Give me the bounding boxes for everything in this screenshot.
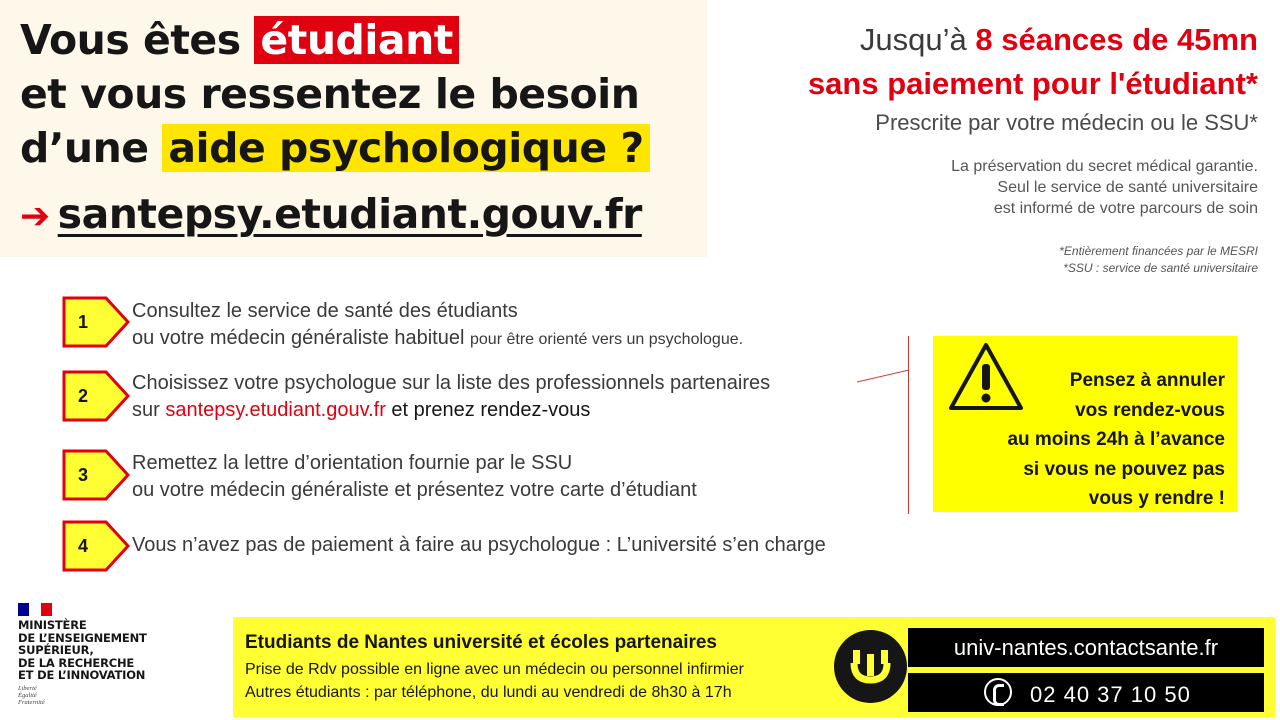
- step-2-number: 2: [77, 386, 88, 406]
- offer-sessions: 8 séances de 45mn: [975, 22, 1258, 57]
- headline-line-1: [20, 12, 459, 68]
- offer-prefix: Jusqu’à: [859, 22, 976, 57]
- ministry-line-3: SUPÉRIEUR,: [18, 643, 94, 657]
- phone-contact[interactable]: [908, 673, 1264, 712]
- step-1-line-2-small: pour être orienté vers un psychologue: [470, 331, 739, 348]
- footer-contact-box: [233, 617, 1275, 717]
- offer-line-2: sans paiement pour l'étudiant*: [807, 66, 1258, 101]
- offer-line-3: Prescrite par votre médecin ou le SSU*: [875, 110, 1258, 135]
- headline-prefix-3: d’une: [20, 124, 163, 172]
- step-2-text: [132, 370, 770, 424]
- step-3-number: 3: [77, 465, 88, 485]
- footnotes: [1059, 243, 1258, 277]
- motto-2: Égalité: [18, 691, 37, 699]
- ministry-line-5: ET DE L’INNOVATION: [18, 668, 146, 682]
- step-1-line-1: Consultez le service de santé des étudiants: [132, 300, 518, 322]
- ministry-line-1: MINISTÈRE: [18, 618, 87, 632]
- motto-3: Fraternité: [18, 698, 45, 706]
- arrow-right-icon: ➔: [20, 196, 50, 237]
- step-2-line-1: Choisissez votre psychologue sur la liste des professionnels partenaires: [132, 372, 771, 394]
- website-link[interactable]: univ-nantes.contactsante.fr: [908, 628, 1264, 667]
- warning-line-1: Pensez à annuler: [1069, 370, 1225, 391]
- ministry-motto: [18, 685, 158, 706]
- secret-notice: [951, 156, 1258, 219]
- footnote-1: *Entièrement financées par le MESRI: [1059, 244, 1258, 258]
- ministry-line-4: DE LA RECHERCHE: [18, 655, 135, 670]
- step-1-badge: [62, 296, 130, 348]
- motto-1: Liberté: [18, 684, 37, 692]
- nantes-logo-mark-icon: [834, 630, 907, 703]
- step-1-line-2: [132, 325, 743, 353]
- headline-help-highlight: aide psychologique ?: [162, 124, 649, 172]
- step-3-line-1: Remettez la lettre d’orientation fournie par le SSU: [132, 452, 573, 474]
- phone-number: 02 40 37 10 50: [1030, 682, 1191, 707]
- phone-icon: [984, 678, 1012, 706]
- step-2-prefix: sur: [132, 399, 166, 421]
- step-4-line-1: Vous n’avez pas de paiement à faire au psychologue : L’université s’en charge: [132, 534, 826, 556]
- secret-line-1: La préservation du secret médical garantie.: [951, 158, 1258, 175]
- step-4-badge: [62, 520, 130, 572]
- ministry-logo: [18, 603, 158, 706]
- ministry-line-2: DE L’ENSEIGNEMENT: [18, 630, 147, 645]
- step-3-badge: [62, 449, 130, 501]
- footer-title: Etudiants de Nantes université et écoles partenaires: [245, 632, 718, 653]
- headline-url-line: [20, 190, 642, 238]
- headline-line-2: et vous ressentez le besoin: [20, 70, 640, 118]
- step-1-number: 1: [77, 312, 88, 332]
- step-1-text: [132, 298, 743, 353]
- headline-student-highlight: étudiant: [254, 16, 458, 64]
- santepsy-link[interactable]: santepsy.etudiant.gouv.fr: [57, 190, 642, 238]
- step-3-text: [132, 450, 697, 504]
- headline-panel: [0, 0, 707, 257]
- offer-line-1: [860, 22, 1258, 58]
- step-2-badge: [62, 370, 130, 422]
- connector-vertical: [908, 336, 909, 514]
- step-1-line-2-end: .: [738, 331, 744, 348]
- headline-prefix: Vous êtes: [20, 16, 255, 64]
- warning-line-2: vos rendez-vous: [1075, 399, 1225, 421]
- warning-line-5: vous y rendre !: [1088, 488, 1225, 509]
- connector-line: [855, 364, 915, 388]
- headline-line-3: [20, 120, 650, 176]
- nantes-universite-logo: [834, 630, 907, 703]
- secret-line-2: Seul le service de santé universitaire: [997, 179, 1258, 196]
- warning-line-3: au moins 24h à l’avance: [1007, 429, 1225, 450]
- footer-line-1: Prise de Rdv possible en ligne avec un médecin ou personnel infirmier: [245, 661, 744, 678]
- step-2-suffix: et prenez rendez-vous: [385, 399, 591, 421]
- step-2-line-2: [132, 397, 770, 424]
- step-4-text: [132, 532, 826, 559]
- footer-line-2: Autres étudiants : par téléphone, du lundi au vendredi de 8h30 à 17h: [245, 684, 732, 701]
- step-4-number: 4: [77, 536, 88, 556]
- step-2-link[interactable]: santepsy.etudiant.gouv.fr: [165, 399, 386, 421]
- secret-line-3: est informé de votre parcours de soin: [993, 200, 1258, 217]
- french-flag-icon: [18, 603, 52, 616]
- warning-line-4: si vous ne pouvez pas: [1023, 458, 1225, 480]
- warning-box: [933, 336, 1237, 512]
- ministry-title: [18, 619, 158, 682]
- footnote-2: *SSU : service de santé universitaire: [1063, 261, 1258, 275]
- step-3-line-2: ou votre médecin généraliste et présentez votre carte d’étudiant: [132, 479, 697, 501]
- warning-text: [1007, 366, 1225, 514]
- step-1-line-2-main: ou votre médecin généraliste habituel: [132, 327, 470, 349]
